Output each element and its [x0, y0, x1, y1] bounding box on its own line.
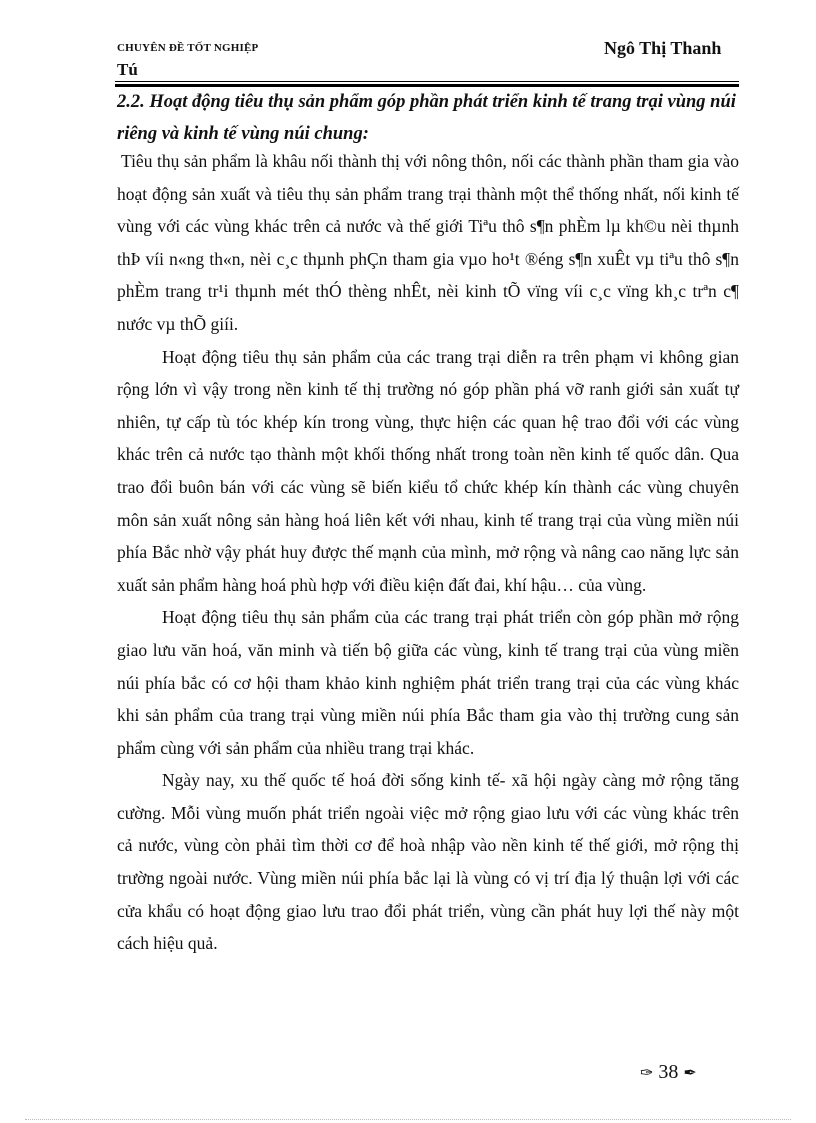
section-heading: 2.2. Hoạt động tiêu thụ sản phẩm góp phần phát triển kinh tế trang trại vùng núi riêng và kinh tế vùng núi chung:	[117, 92, 736, 144]
paragraph-3: Hoạt động tiêu thụ sản phẩm của các trang trại phát triển còn góp phần mở rộng giao lưu văn hoá, văn minh và tiến bộ giữa các vùng, kinh tế trang trại của vùng miền núi phía bắc có cơ hội tham khảo kinh nghiệm phát triển trang trại của các vùng khác khi sản phẩm của trang trại vùng miền núi phía Bắc tham gia vào thị trường cung sản phẩm cùng với sản phẩm của nhiều trang trại khác.	[117, 607, 739, 758]
page-number: 38	[658, 1061, 679, 1083]
page-bottom-border	[25, 1119, 791, 1120]
paragraph-1: Tiêu thụ sản phẩm là khâu nối thành thị với nông thôn, nối các thành phần tham gia vào hoạt động sản xuất và tiêu thụ sản phẩm trang trại thành một thể thống nhất, nối kinh tế vùng với các vùng khác trên cả nước và thế giới Tiªu thô s¶n phÈm lµ kh©u nèi thµnh thÞ víi n«ng th«n, nèi c¸c thµnh phÇn tham gia vµo ho¹t ®éng s¶n xuÊt vµ tiªu thô s¶n phÈm trang tr¹i thµnh mét thÓ thèng nhÊt, nèi kinh tÕ vïng víi c¸c vïng kh¸c trªn c¶ nước vµ thÕ giíi.	[117, 151, 739, 334]
paragraph-4: Ngày nay, xu thế quốc tế hoá đời sống kinh tế- xã hội ngày càng mở rộng tăng cường. Mỗi vùng muốn phát triển ngoài việc mở rộng giao lưu với các vùng khác trên cả nước, vùng còn phải tìm thời cơ để hoà nhập vào nền kinh tế thế giới, mở rộng thị trường ngoài nước. Vùng miền núi phía bắc lại là vùng có vị trí địa lý thuận lợi với các cửa khẩu có hoạt động giao lưu trao đổi phát triển, vùng cần phát huy lợi thế này một cách hiệu quả.	[117, 770, 739, 954]
page-number-footer	[640, 1061, 697, 1084]
paragraph-2: Hoạt động tiêu thụ sản phẩm của các trang trại diễn ra trên phạm vi không gian rộng lớn vì vậy trong nền kinh tế thị trường nó góp phần phá vỡ ranh giới sản xuất tự nhiên, tự cấp tù tóc khép kín trong vùng, thực hiện các quan hệ trao đổi với các vùng khác trên cả nước tạo thành một khối thống nhất trong toàn nền kinh tế quốc dân. Qua trao đổi buôn bán với các vùng sẽ biến kiểu tổ chức khép kín thành các vùng chuyên môn sản xuất nông sản hàng hoá liên kết với nhau, kinh tế trang trại của vùng miền núi phía Bắc nhờ vậy phát huy được thế mạnh của mình, mở rộng và nâng cao năng lực sản xuất sản phẩm hàng hoá phù hợp với điều kiện đất đai, khí hậu… của vùng.	[117, 346, 739, 595]
ornament-right-icon: ✒	[683, 1065, 697, 1082]
header-title-continued: Tú	[117, 60, 138, 79]
body-text	[117, 145, 739, 960]
header-author: Ngô Thị Thanh	[604, 38, 722, 58]
header-rule-thin	[115, 81, 739, 82]
ornament-left-icon: ✑	[640, 1065, 654, 1082]
header-title: CHUYÊN ĐỀ TỐT NGHIỆP	[117, 42, 259, 54]
